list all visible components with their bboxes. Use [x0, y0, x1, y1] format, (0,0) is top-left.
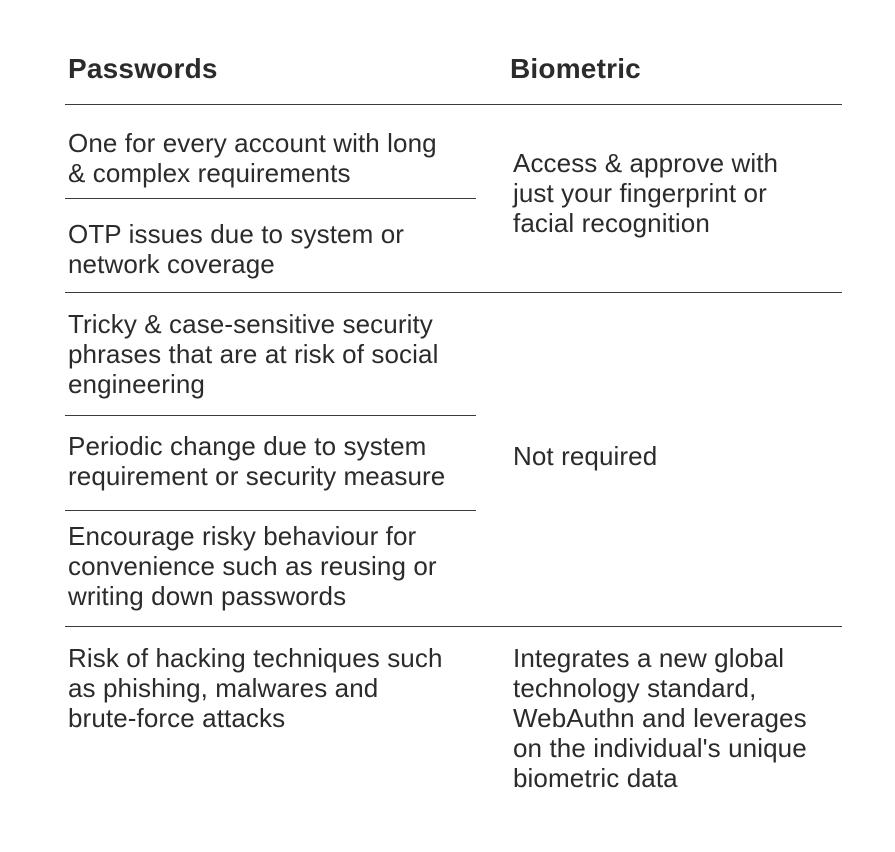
password-issue-periodic-change: Periodic change due to system requirement or security measure [68, 431, 446, 491]
password-issue-security-phrases: Tricky & case-sensitive security phrases that are at risk of social engineering [68, 309, 439, 399]
biometric-webauthn: Integrates a new global technology standard, WebAuthn and leverages on the individual's unique biometric data [513, 643, 807, 793]
header-divider [65, 104, 842, 105]
password-issue-otp: OTP issues due to system or network coverage [68, 219, 405, 279]
row-divider-1 [65, 198, 476, 199]
comparison-table [65, 0, 842, 852]
password-issue-risky-behaviour: Encourage risky behaviour for convenience such as reusing or writing down passwords [68, 521, 437, 611]
password-issue-hacking: Risk of hacking techniques such as phishing, malwares and brute-force attacks [68, 643, 443, 733]
row-divider-3 [65, 510, 476, 511]
biometric-not-required: Not required [513, 441, 658, 471]
biometric-access-approve: Access & approve with just your fingerprint or facial recognition [513, 148, 779, 238]
section-divider-2 [65, 626, 842, 627]
section-divider-1 [65, 292, 842, 293]
passwords-column-header: Passwords [68, 53, 218, 84]
password-issue-long-complex: One for every account with long & complex requirements [68, 128, 437, 188]
biometric-column-header: Biometric [510, 53, 641, 84]
row-divider-2 [65, 415, 476, 416]
